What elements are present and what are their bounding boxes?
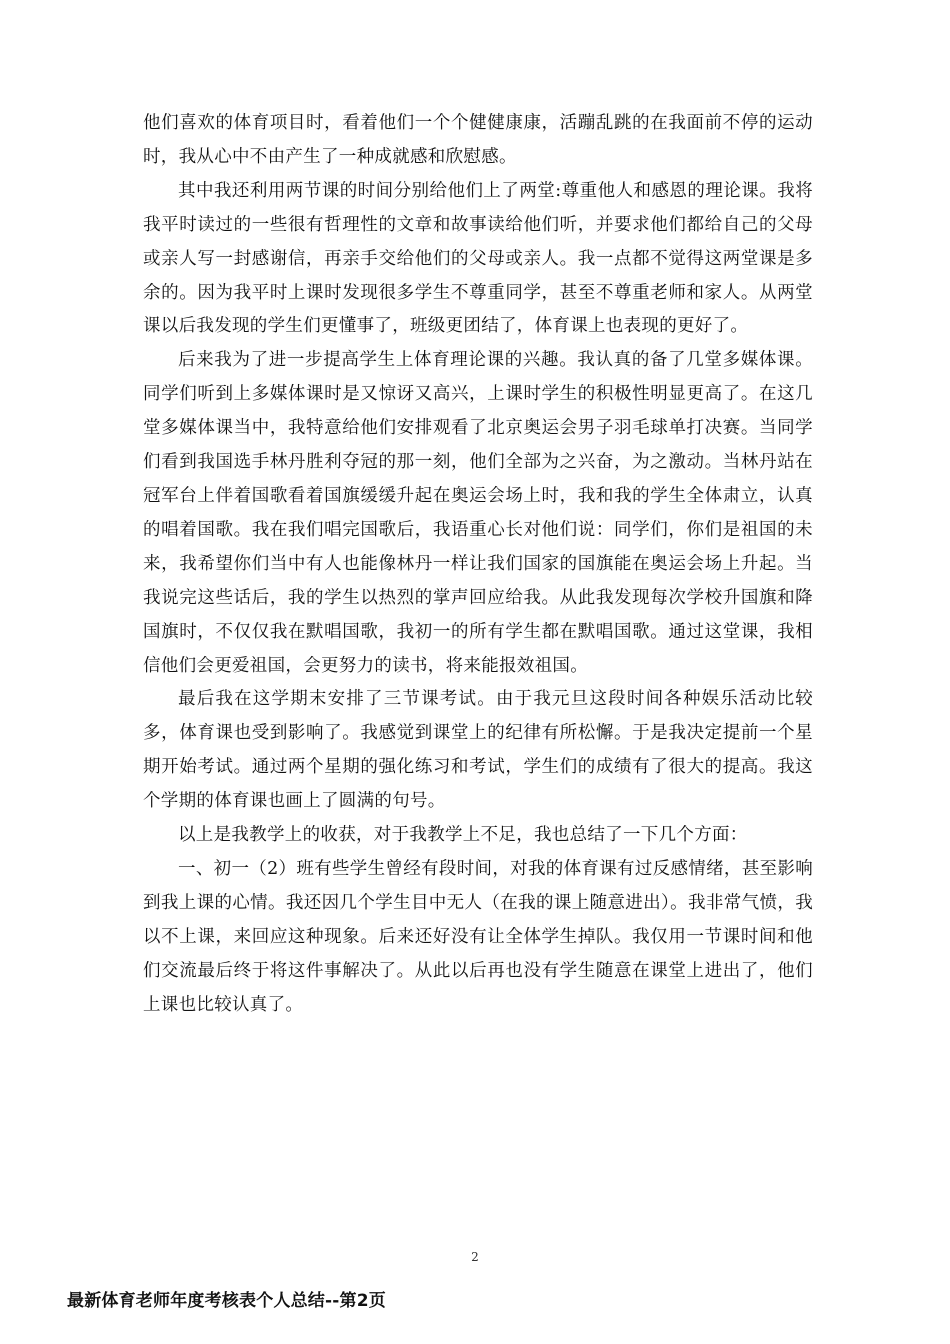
paragraph-6: 一、初一（2）班有些学生曾经有段时间，对我的体育课有过反感情绪，甚至影响到我上课的心情。我还因几个学生目中无人（在我的课上随意进出）。我非常气愤，我以不上课，来回应这种现象。后来还好没有让全体学生掉队。我仅用一节课时间和他们交流最后终于将这件事解决了。从此以后再也没有学生随意在课堂上进出了，他们上课也比较认真了。 <box>143 858 813 1015</box>
footer-title: 最新体育老师年度考核表个人总结--第2页 <box>67 1291 386 1311</box>
paragraph-3: 后来我为了进一步提高学生上体育理论课的兴趣。我认真的备了几堂多媒体课。同学们听到上多媒体课时是又惊讶又高兴，上课时学生的积极性明显更高了。在这几堂多媒体课当中，我特意给他们安排观看了北京奥运会男子羽毛球单打决赛。当同学们看到我国选手林丹胜利夺冠的那一刻，他们全部为之兴奋，为之激动。当林丹站在冠军台上伴着国歌看着国旗缓缓升起在奥运会场上时，我和我的学生全体肃立，认真的唱着国歌。我在我们唱完国歌后，我语重心长对他们说：同学们，你们是祖国的未来，我希望你们当中有人也能像林丹一样让我们国家的国旗能在奥运会场上升起。当我说完这些话后，我的学生以热烈的掌声回应给我。从此我发现每次学校升国旗和降国旗时，不仅仅我在默唱国歌，我初一的所有学生都在默唱国歌。通过这堂课，我相信他们会更爱祖国，会更努力的读书，将来能报效祖国。 <box>143 350 813 676</box>
paragraph-4: 最后我在这学期末安排了三节课考试。由于我元旦这段时间各种娱乐活动比较多，体育课也受到影响了。我感觉到课堂上的纪律有所松懈。于是我决定提前一个星期开始考试。通过两个星期的强化练习和考试，学生们的成绩有了很大的提高。我这个学期的体育课也画上了圆满的句号。 <box>143 689 813 812</box>
paragraph-2: 其中我还利用两节课的时间分别给他们上了两堂:尊重他人和感恩的理论课。我将我平时读过的一些很有哲理性的文章和故事读给他们听，并要求他们都给自己的父母或亲人写一封感谢信，再亲手交给他们的父母或亲人。我一点都不觉得这两堂课是多余的。因为我平时上课时发现很多学生不尊重同学，甚至不尊重老师和家人。从两堂课以后我发现的学生们更懂事了，班级更团结了，体育课上也表现的更好了。 <box>143 180 813 337</box>
paragraph-1: 他们喜欢的体育项目时，看着他们一个个健健康康，活蹦乱跳的在我面前不停的运动时，我从心中不由产生了一种成就感和欣慰感。 <box>143 113 813 167</box>
document-body <box>143 107 813 1022</box>
paragraph-5: 以上是我教学上的收获，对于我教学上不足，我也总结了一下几个方面： <box>178 825 748 846</box>
page-number: 2 <box>471 1250 479 1264</box>
